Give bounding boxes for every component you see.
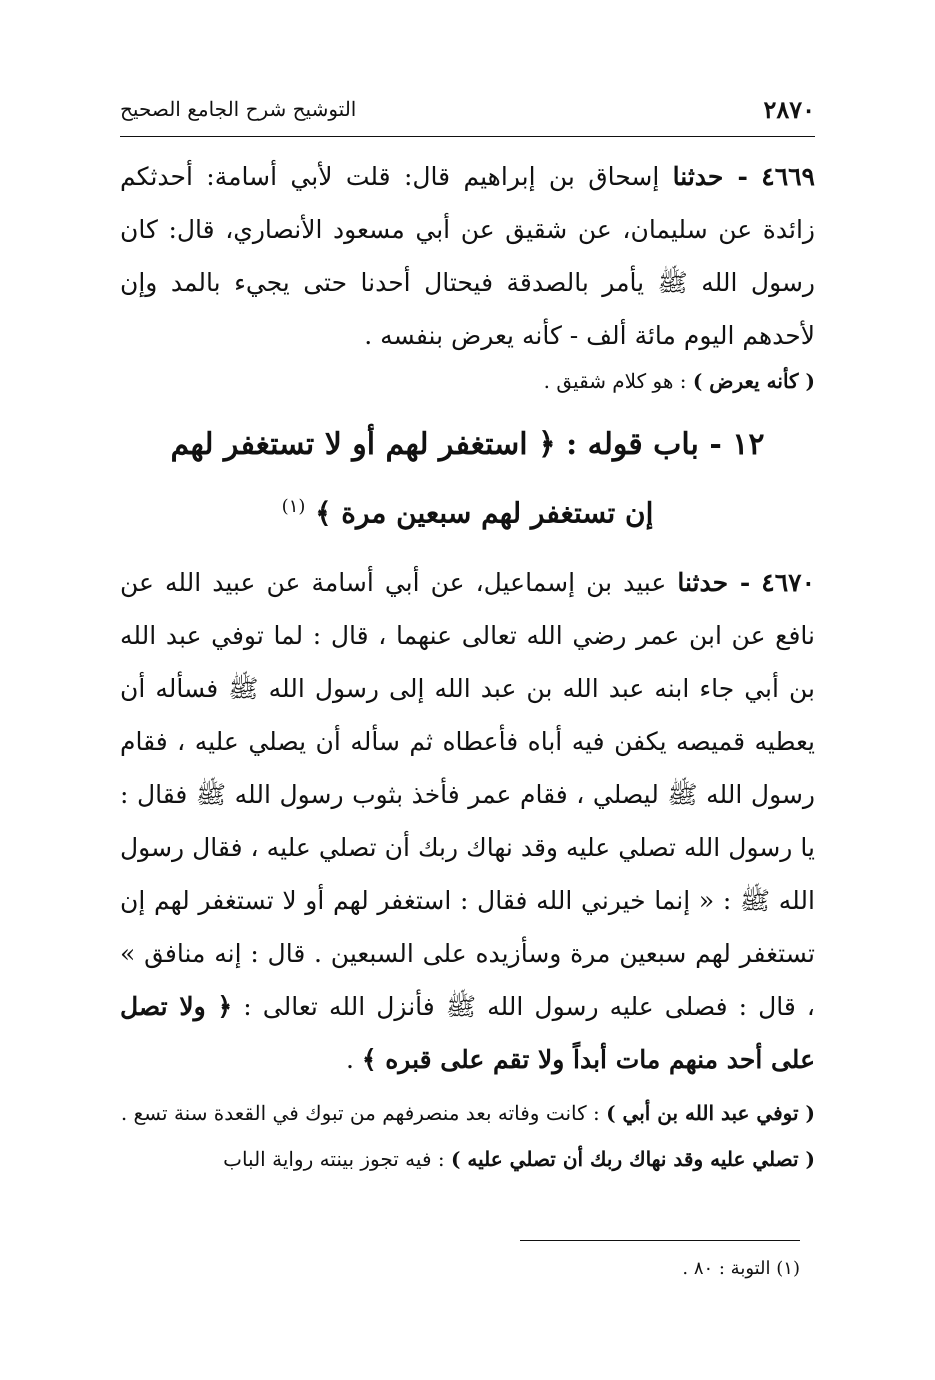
note-text: : كانت وفاته بعد منصرفهم من تبوك في القعدة سنة تسع .	[120, 1101, 600, 1126]
commentary-note	[120, 1094, 815, 1132]
hadith-4670: ٤٦٧٠ - حدثنا عبيد بن إسماعيل، عن أبي أسامة عن عبيد الله عن نافع عن ابن عمر رضي الله تعالى عنهما ، قال : لما توفي عبد الله بن أبي جاء ابنه عبد الله بن عبد الله إلى رسول الله ﷺ فسأله أن يعطيه قميصه يكفن فيه أباه فأعطاه ثم سأله أن يصلي عليه ، فقام رسول الله ﷺ ليصلي ، فقام عمر فأخذ بثوب رسول الله ﷺ فقال : يا رسول الله تصلي عليه وقد نهاك ربك أن تصلي عليه ، فقال رسول الله ﷺ : « إنما خيرني الله فقال : استغفر لهم أو لا تستغفر لهم إن تستغفر لهم سبعين مرة وسأزيده على السبعين . قال : إنه منافق » ، قال : فصلى عليه رسول الله ﷺ فأنزل الله تعالى : ﴿ ولا تصل على أحد منهم مات أبداً ولا تقم على قبره ﴾ .	[120, 568, 815, 1075]
hadith-lead: حدثنا	[677, 568, 729, 598]
hadith-number: ٤٦٦٩	[761, 162, 815, 191]
hadith-end: .	[345, 1045, 354, 1075]
note-term: ( تصلي عليه وقد نهاك ربك أن تصلي عليه )	[450, 1147, 815, 1172]
footnote-ref: (١)	[281, 496, 306, 517]
quran-verse: ﴿ ولا تصل على أحد منهم مات أبداً ولا تقم على قبره ﴾	[120, 992, 815, 1075]
footnote: (١) التوبة : ٨٠ .	[682, 1258, 800, 1279]
page-header	[120, 95, 815, 135]
note-text: : هو كلام شقيق .	[543, 369, 687, 393]
header-divider	[120, 136, 815, 137]
chapter-heading	[120, 414, 815, 544]
book-title: التوشيح شرح الجامع الصحيح	[120, 97, 357, 121]
chapter-line-2: إن تستغفر لهم سبعين مرة ﴾	[315, 496, 654, 530]
page-number: ٢٨٧٠	[763, 95, 815, 124]
note-term: ( كأنه يعرض )	[692, 369, 815, 393]
hadith-4669: ٤٦٦٩ - حدثنا إسحاق بن إبراهيم قال: قلت لأبي أسامة: أحدثكم زائدة عن سليمان، عن شقيق عن أبي مسعود الأنصاري، قال: كان رسول الله ﷺ يأمر بالصدقة فيحتال أحدنا حتى يجيء بالمد وإن لأحدهم اليوم مائة ألف - كأنه يعرض بنفسه .	[120, 162, 815, 350]
commentary-note	[120, 1140, 815, 1178]
note-text: : فيه تجوز بينته رواية الباب	[223, 1147, 445, 1172]
hadith-number: ٤٦٧٠	[761, 568, 815, 598]
hadith-lead: حدثنا	[672, 162, 724, 191]
commentary-note	[120, 362, 815, 400]
hadith-text: إسحاق بن إبراهيم قال: قلت لأبي أسامة: أحدثكم زائدة عن سليمان، عن شقيق عن أبي مسعود الأنصاري، قال: كان رسول الله ﷺ يأمر بالصدقة فيحتال أحدنا حتى يجيء بالمد وإن لأحدهم اليوم مائة ألف - كأنه يعرض بنفسه .	[120, 162, 815, 350]
page-body	[120, 150, 815, 1178]
note-term: ( توفي عبد الله بن أبي )	[606, 1101, 815, 1126]
footnote-divider	[520, 1240, 800, 1241]
chapter-line-1: ١٢ - باب قوله : ﴿ استغفر لهم أو لا تستغفر لهم	[170, 427, 765, 462]
hadith-text: عبيد بن إسماعيل، عن أبي أسامة عن عبيد الله عن نافع عن ابن عمر رضي الله تعالى عنهما ، قال : لما توفي عبد الله بن أبي جاء ابنه عبد الله بن عبد الله إلى رسول الله ﷺ فسأله أن يعطيه قميصه يكفن فيه أباه فأعطاه ثم سأله أن يصلي عليه ، فقام رسول الله ﷺ ليصلي ، فقام عمر فأخذ بثوب رسول الله ﷺ فقال : يا رسول الله تصلي عليه وقد نهاك ربك أن تصلي عليه ، فقال رسول الله ﷺ : « إنما خيرني الله فقال : استغفر لهم أو لا تستغفر لهم إن تستغفر لهم سبعين مرة وسأزيده على السبعين . قال : إنه منافق » ، قال : فصلى عليه رسول الله ﷺ فأنزل الله تعالى :	[120, 568, 815, 1022]
